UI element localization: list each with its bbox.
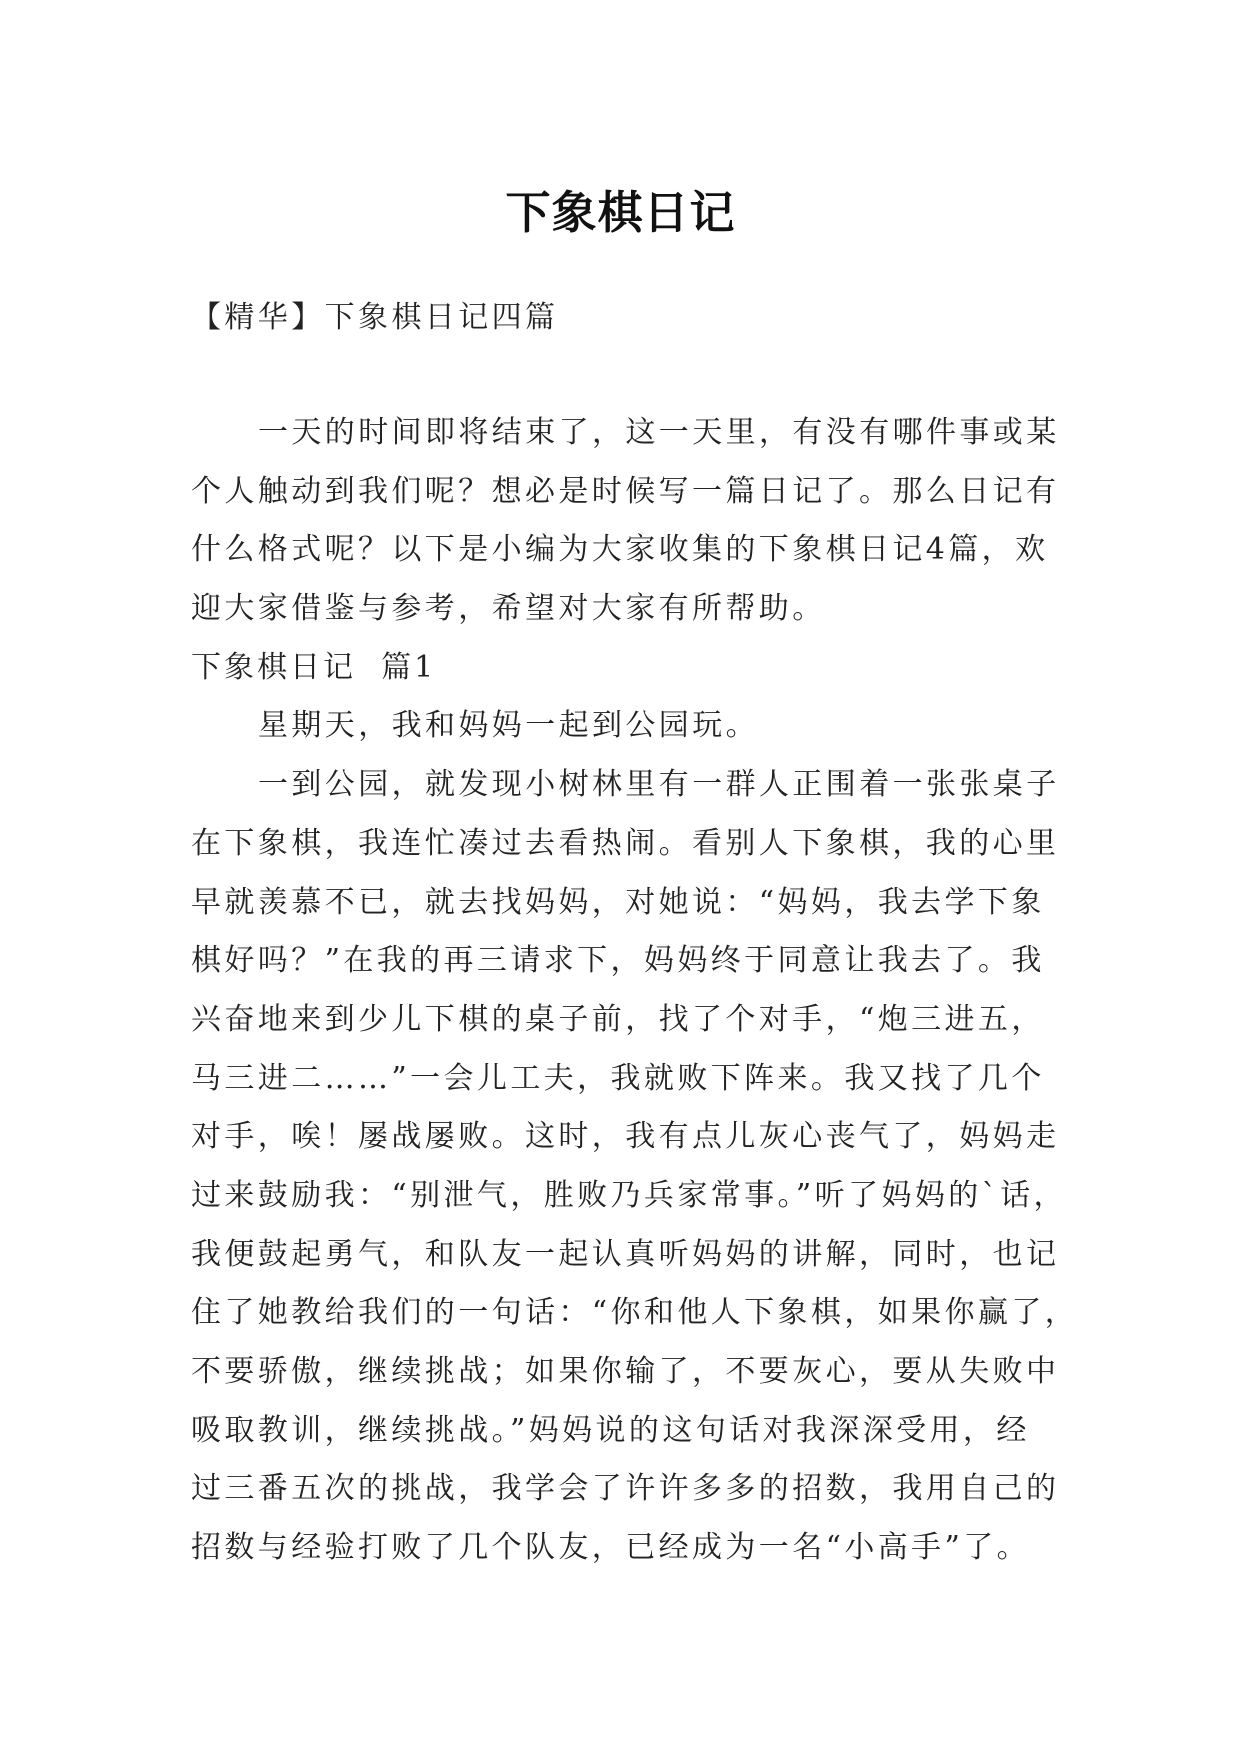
text-line: 住了她教给我们的一句话：“你和他人下象棋，如果你赢了， <box>191 1295 1079 1331</box>
story-paragraph <box>191 756 1151 1578</box>
page-title: 下象棋日记 <box>505 186 736 240</box>
text-line: 一天的时间即将结束了，这一天里，有没有哪件事或某 <box>258 415 1060 450</box>
text-line: 在下象棋，我连忙凑过去看热闹。看别人下象棋，我的心里 <box>191 825 1060 861</box>
text-line: 兴奋地来到少儿下棋的桌子前，找了个对手，“炮三进五， <box>191 1001 1045 1037</box>
text-line: 我便鼓起勇气，和队友一起认真听妈妈的讲解，同时，也记 <box>191 1236 1060 1272</box>
text-line: 什么格式呢？以下是小编为大家收集的下象棋日记4篇，欢 <box>191 532 1049 568</box>
text-line: 不要骄傲，继续挑战；如果你输了，不要灰心，要从失败中 <box>191 1354 1060 1389</box>
text-line: 过三番五次的挑战，我学会了许许多多的招数，我用自己的 <box>191 1471 1060 1507</box>
text-line: 马三进二……”一会儿工夫，我就败下阵来。我又找了几个 <box>191 1060 1045 1096</box>
text-line: 吸取教训，继续挑战。”妈妈说的这句话对我深深受用，经 <box>191 1412 1030 1448</box>
text-line: 对手，唉！屡战屡败。这时，我有点儿灰心丧气了，妈妈走 <box>191 1119 1060 1155</box>
text-line: 棋好吗？”在我的再三请求下，妈妈终于同意让我去了。我 <box>191 943 1045 979</box>
text-line: 招数与经验打败了几个队友，已经成为一名“小高手”了。 <box>191 1530 1031 1566</box>
text-line: 一到公园，就发现小树林里有一群人正围着一张张桌子 <box>258 767 1060 803</box>
text-line: 个人触动到我们呢？想必是时候写一篇日记了。那么日记有 <box>191 473 1060 509</box>
paragraph-line: 星期天，我和妈妈一起到公园玩。 <box>258 708 759 744</box>
intro-paragraph <box>191 404 1151 639</box>
text-line: 迎大家借鉴与参考，希望对大家有所帮助。 <box>191 591 826 627</box>
text-line: 早就羡慕不已，就去找妈妈，对她说：“妈妈，我去学下象 <box>191 884 1045 920</box>
document-subtitle: 【精华】下象棋日记四篇 <box>191 300 559 335</box>
text-line: 过来鼓励我：“别泄气，胜败乃兵家常事。”听了妈妈的`话， <box>191 1177 1067 1213</box>
document-body <box>191 404 1151 1578</box>
section-heading: 下象棋日记 篇1 <box>191 649 437 685</box>
